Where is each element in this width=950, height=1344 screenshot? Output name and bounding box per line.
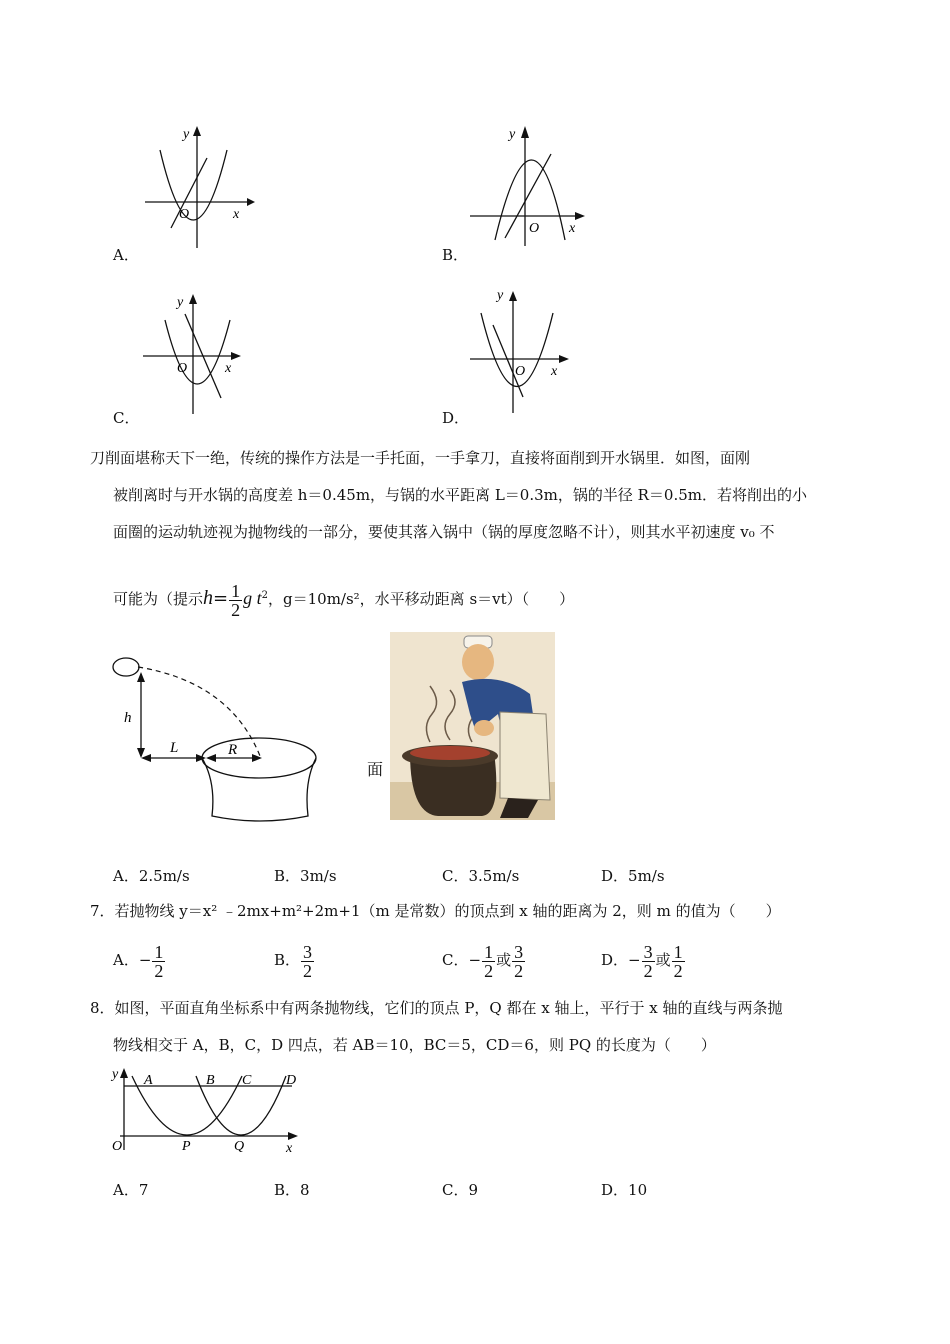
noodle-chef-illustration <box>390 632 555 820</box>
graph-option-d <box>465 285 580 415</box>
two-parabolas-figure <box>110 1064 310 1156</box>
svg-text:y: y <box>177 295 184 310</box>
q6-line2: 被削离时与开水锅的高度差 h＝0.45m，与锅的水平距离 L＝0.3m，锅的半径 R＝0.5m．若将削出的小 <box>113 486 808 504</box>
svg-text:O: O <box>529 221 540 236</box>
svg-text:x: x <box>569 221 576 236</box>
q6-option-d[interactable]: D．5m/s <box>601 867 665 885</box>
svg-text:L: L <box>170 740 179 756</box>
svg-text:O: O <box>177 361 188 376</box>
svg-text:O: O <box>112 1139 123 1154</box>
svg-text:C: C <box>242 1073 252 1088</box>
q7-option-c[interactable]: C．− $\frac{1}{2}$ 或 $\frac{3}{2}$ <box>442 941 524 981</box>
option-b-label[interactable]: B． <box>442 246 469 264</box>
q6-line3: 面圈的运动轨迹视为抛物线的一部分，要使其落入锅中（锅的厚度忽略不计），则其水平初速度 v₀ 不 <box>113 523 775 541</box>
svg-text:y: y <box>509 127 516 142</box>
svg-text:x: x <box>225 361 232 376</box>
figure-caption: 面 <box>367 760 384 779</box>
q8-option-c[interactable]: C．9 <box>442 1181 479 1199</box>
svg-text:O: O <box>515 364 526 379</box>
q6-line1: 刀削面堪称天下一绝，传统的操作方法是一手托面，一手拿刀，直接将面削到开水锅里．如图，面刚 <box>90 449 751 467</box>
q8-line1: 8．如图，平面直角坐标系中有两条抛物线，它们的顶点 P，Q 都在 x 轴上，平行于 x 轴的直线与两条抛 <box>90 999 783 1017</box>
q6-option-a[interactable]: A．2.5m/s <box>113 867 190 885</box>
svg-text:P: P <box>182 1139 191 1154</box>
graph-option-c <box>135 288 255 416</box>
svg-text:y: y <box>112 1067 119 1082</box>
q6-line4: 可能为（提示h= $\frac{1}{2}$ g $t^2$，g＝10m/s²，水平移动距离 s＝vt）（ ） <box>113 580 575 620</box>
graph-option-b <box>465 120 590 250</box>
svg-text:x: x <box>233 207 240 222</box>
q7-option-d[interactable]: D．− $\frac{3}{2}$ 或 $\frac{1}{2}$ <box>601 941 683 981</box>
graph-option-a <box>135 120 255 250</box>
pot-trajectory-figure <box>110 652 332 824</box>
svg-text:R: R <box>228 742 238 758</box>
q6-option-c[interactable]: C．3.5m/s <box>442 867 520 885</box>
q7-option-b[interactable]: B． $\frac{3}{2}$ <box>274 941 313 981</box>
svg-text:O: O <box>179 207 190 222</box>
svg-text:h: h <box>124 710 132 726</box>
svg-text:D: D <box>286 1073 297 1088</box>
option-c-label[interactable]: C． <box>113 409 140 427</box>
hint-fraction: $\frac{1}{2}$ <box>231 580 241 620</box>
q8-option-d[interactable]: D．10 <box>601 1181 648 1199</box>
svg-text:B: B <box>206 1073 215 1088</box>
svg-text:y: y <box>183 127 190 142</box>
svg-text:Q: Q <box>234 1139 245 1154</box>
svg-text:x: x <box>551 364 558 379</box>
option-d-label[interactable]: D． <box>442 409 470 427</box>
svg-text:y: y <box>497 288 504 303</box>
q8-line2: 物线相交于 A，B，C，D 四点，若 AB＝10，BC＝5，CD＝6，则 PQ 的长度为（ ） <box>113 1036 716 1054</box>
svg-text:x: x <box>286 1141 293 1156</box>
q7-text: 7．若抛物线 y＝x² ﹣2mx+m²+2m+1（m 是常数）的顶点到 x 轴的距离为 2，则 m 的值为（ ） <box>90 902 781 920</box>
q6-option-b[interactable]: B．3m/s <box>274 867 337 885</box>
q8-option-a[interactable]: A．7 <box>113 1181 149 1199</box>
option-a-label[interactable]: A． <box>113 246 139 264</box>
q8-option-b[interactable]: B．8 <box>274 1181 310 1199</box>
q7-option-a[interactable]: A．− $\frac{1}{2}$ <box>113 941 164 981</box>
svg-text:A: A <box>144 1073 153 1088</box>
